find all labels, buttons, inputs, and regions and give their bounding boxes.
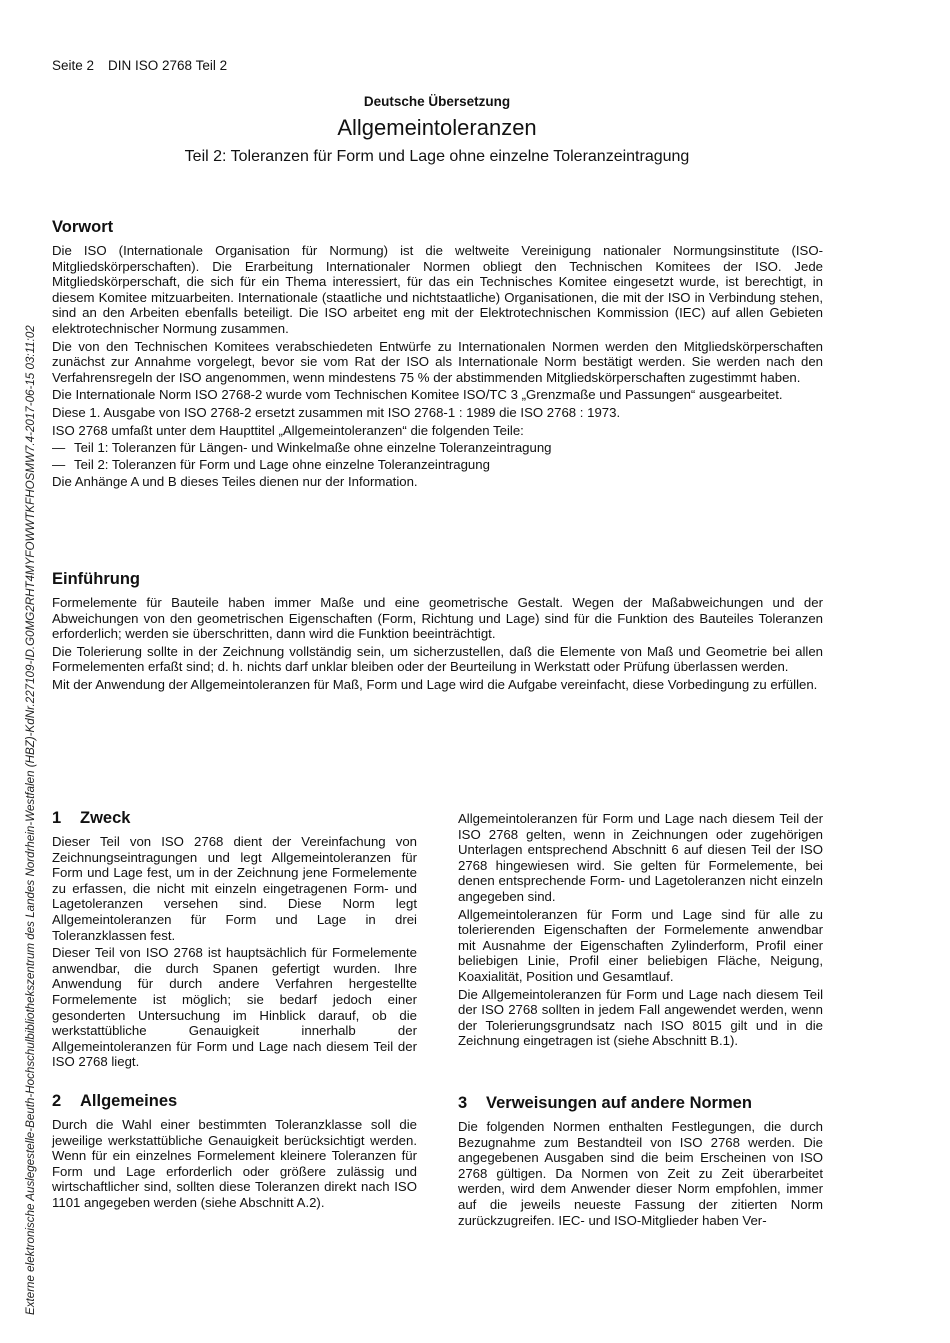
section-title: Verweisungen auf andere Normen [486,1094,752,1112]
section-einfuehrung [52,570,823,695]
section-vorwort [52,218,823,492]
section-heading [458,1094,823,1113]
list-item: — Teil 2: Toleranzen für Form und Lage ohne einzelne Toleranzeintragung [52,457,823,473]
paragraph: Die ISO (Internationale Organisation für Normung) ist die weltweite Vereinigung nationaler Normungsinstitute (ISO-Mitgliedskörperschaften). Die Erarbeitung Internationaler Normen obliegt den Technischen Komitees der ISO. Jede Mitgliedskörperschaft, die sich für ein Thema interessiert, für das ein Technisches Komitee eingesetzt wurde, ist berechtigt, in diesem Komitee mitzuarbeiten. Internationale (staatliche und nichtstaatliche) Organisationen, die mit der ISO in Verbindung stehen, sind an den Arbeiten ebenfalls beteiligt. Die ISO arbeitet eng mit der Elektrotechnischen Kommission (IEC) auf allen Gebieten elektrotechnischer Normung zusammen. [52,243,823,336]
paragraph: ISO 2768 umfaßt unter dem Haupttitel „Allgemeintoleranzen“ die folgenden Teile: [52,422,524,438]
section-heading: Einführung [52,570,140,588]
section-number: 1 [52,809,62,827]
list-item: — Teil 1: Toleranzen für Längen- und Winkelmaße ohne einzelne Toleranzeintragung [52,440,823,456]
paragraph: Dieser Teil von ISO 2768 ist hauptsächlich für Formelemente anwendbar, die durch Spanen gefertigt wurden. Ihre Anwendung für durch andere Verfahren hergestellte Formelemente ist möglich; sie bedarf jedoch einer gesonderten Untersuchung im Hinblick darauf, ob die werkstattübliche Genauigkeit innerhalb der Allgemeintoleranzen für Form und Lage nach diesem Teil der ISO 2768 liegt. [52,945,417,1070]
paragraph: Diese 1. Ausgabe von ISO 2768-2 ersetzt zusammen mit ISO 2768-1 : 1989 die ISO 2768 : 1973. [52,404,621,420]
standard-id: DIN ISO 2768 Teil 2 [108,58,228,73]
paragraph: Dieser Teil von ISO 2768 dient der Vereinfachung von Zeichnungseintragungen und legt Allgemeintoleranzen für Form und Lage fest, um in der Zeichnung jene Formelemente zu erfassen, die nicht mit einzeln eingetragenen Form- und Lagetoleranzen versehen sind. Diese Norm legt Allgemeintoleranzen für Form und Lage in drei Toleranzklassen fest. [52,834,417,943]
paragraph: Die Tolerierung sollte in der Zeichnung vollständig sein, um sicherzustellen, daß die Elemente von Maß und Geometrie bei allen Formelementen erfaßt sind; d. h. nichts darf unklar bleiben oder der Beurteilung in Werkstatt oder Prüfung überlassen werden. [52,643,823,675]
paragraph: Durch die Wahl einer bestimmten Toleranzklasse soll die jeweilige werkstattübliche Genauigkeit berücksichtigt werden. Wenn für ein einzelnes Formelement kleinere Toleranzen für Form und Lage erforderlich oder größere zulässig und wirtschaftlicher sind, sollten diese Toleranzen direkt nach ISO 1101 angegeben werden (siehe Abschnitt A.2). [52,1117,417,1210]
paragraph: Formelemente für Bauteile haben immer Maße und eine geometrische Gestalt. Wegen der Maßabweichungen und der Abweichungen von den geometrischen Eigenschaften (Form, Richtung und Lage) sind für die Funktion des Bauteiles Toleranzen erforderlich; werden sie überschritten, dann wird die Funktion beeinträchtigt. [52,595,823,642]
section-title: Zweck [80,809,131,827]
section-allgemeines [52,1092,417,1213]
section-heading [52,1092,417,1111]
paragraph: Allgemeintoleranzen für Form und Lage sind für alle zu tolerierenden Eigenschaften der Formelemente anwendbar mit Ausnahme der Eigenschaften Zylinderform, Profil einer beliebigen Linie, Profil einer beliebigen Fläche, Neigung, Koaxialität, Position und Gesamtlauf. [458,906,823,984]
paragraph: Mit der Anwendung der Allgemeintoleranzen für Maß, Form und Lage wird die Aufgabe vereinfacht, diese Vorbedingung zu erfüllen. [52,676,818,692]
title-block [52,94,822,166]
margin-watermark: Externe elektronische Auslegestelle-Beuth-Hochschulbibliothekszentrum des Landes Nordrhein-Westfalen (HBZ)-KdNr.227109-ID.G0MG2RHT4MYFOWWTKFHOSMW7.4-2017-06-15 03:11:02 [24,325,37,1315]
document-subtitle: Teil 2: Toleranzen für Form und Lage ohne einzelne Toleranzeintragung [184,148,690,166]
section-heading [52,809,417,828]
paragraph: Die folgenden Normen enthalten Festlegungen, die durch Bezugnahme zum Bestandteil von ISO 2768 werden. Die angegebenen Ausgaben sind die beim Erscheinen von ISO 2768 gültigen. Da Normen von Zeit zu Zeit überarbeitet werden, wird dem Anwender dieser Norm empfohlen, immer auf die jeweils neueste Fassung der zitierten Norm zurückzugreifen. IEC- und ISO-Mitglieder haben Ver- [458,1119,823,1228]
paragraph: Die Allgemeintoleranzen für Form und Lage nach diesem Teil der ISO 2768 sollten in jedem Fall angewendet werden, wenn der Tolerierungsgrundsatz nach ISO 8015 gilt und in die Zeichnung eingetragen ist (siehe Abschnitt B.1). [458,986,823,1049]
page-header [52,58,227,73]
section-heading: Vorwort [52,218,114,236]
paragraph: Die Anhänge A und B dieses Teiles dienen nur der Information. [52,474,418,490]
scope-continuation [458,811,823,1051]
document-title: Allgemeintoleranzen [337,115,537,140]
section-zweck [52,809,417,1072]
paragraph: Allgemeintoleranzen für Form und Lage nach diesem Teil der ISO 2768 gelten, wenn in Zeichnungen oder zugehörigen Unterlagen entsprechend Abschnitt 6 auf diesen Teil der ISO 2768 hingewiesen wird. Sie gelten für Formelemente, bei denen entsprechende Form- und Lagetoleranzen nicht einzeln angegeben sind. [458,811,823,904]
paragraph: Die Internationale Norm ISO 2768-2 wurde vom Technischen Komitee ISO/TC 3 „Grenzmaße und Passungen“ ausgearbeitet. [52,387,783,403]
paragraph: Die von den Technischen Komitees verabschiedeten Entwürfe zu Internationalen Normen werden den Mitgliedskörperschaften zunächst zur Annahme vorgelegt, bevor sie vom Rat der ISO als Internationale Norm bestätigt werden. Sie werden nach den Verfahrensregeln der ISO angenommen, wenn mindestens 75 % der abstimmenden Mitgliedskörperschaften zugestimmt haben. [52,338,823,385]
page-number: Seite 2 [52,58,95,73]
translation-label: Deutsche Übersetzung [363,94,511,109]
section-title: Allgemeines [80,1092,178,1110]
parts-list [52,440,823,472]
section-number: 3 [458,1094,468,1112]
section-verweisungen [458,1094,823,1230]
section-number: 2 [52,1092,62,1110]
